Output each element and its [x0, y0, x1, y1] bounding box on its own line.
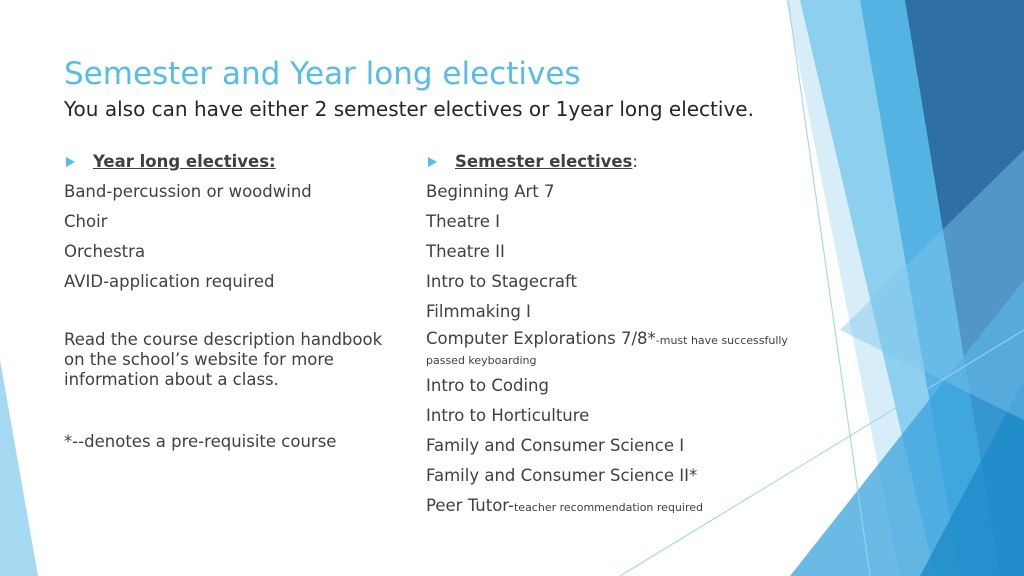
- list-item-computer-explorations: [426, 330, 826, 374]
- peer-tutor-label: Peer Tutor-: [426, 496, 514, 515]
- list-item: Intro to Horticulture: [426, 406, 590, 425]
- page-subtitle: You also can have either 2 semester electives or 1year long elective.: [64, 97, 754, 121]
- computer-explorations-label: Computer Explorations 7/8*: [426, 329, 656, 348]
- semester-heading-row: [426, 150, 826, 174]
- handbook-note: Read the course description handbook on the school’s website for more information about a class.: [64, 330, 383, 389]
- list-item: Orchestra: [64, 242, 146, 261]
- list-item: Band-percussion or woodwind: [64, 182, 312, 201]
- year-long-heading-row: [64, 150, 394, 174]
- list-item: Filmmaking I: [426, 302, 531, 321]
- list-item: Intro to Coding: [426, 376, 549, 395]
- list-item: Intro to Stagecraft: [426, 272, 577, 291]
- list-item-peer-tutor: [426, 494, 826, 524]
- semester-column: [426, 150, 826, 524]
- list-item: AVID-application required: [64, 272, 275, 291]
- year-long-column: [64, 150, 394, 460]
- semester-heading-colon: :: [632, 152, 638, 171]
- list-item: Family and Consumer Science II*: [426, 466, 698, 485]
- list-item: Beginning Art 7: [426, 182, 555, 201]
- page-title: Semester and Year long electives: [64, 56, 581, 92]
- computer-explorations-note: -must have successfully passed keyboarding: [426, 334, 788, 367]
- list-item: Theatre II: [426, 242, 505, 261]
- bullet-triangle-icon: [66, 157, 75, 167]
- prerequisite-footnote: *--denotes a pre-requisite course: [64, 432, 337, 451]
- bullet-triangle-icon: [428, 157, 437, 167]
- year-long-heading: Year long electives:: [93, 152, 276, 171]
- list-item: Family and Consumer Science I: [426, 436, 685, 455]
- peer-tutor-note: teacher recommendation required: [513, 501, 703, 514]
- list-item: Theatre I: [426, 212, 500, 231]
- left-corner-shape: [0, 360, 38, 576]
- semester-heading: Semester electives: [455, 152, 633, 171]
- list-item: Choir: [64, 212, 108, 231]
